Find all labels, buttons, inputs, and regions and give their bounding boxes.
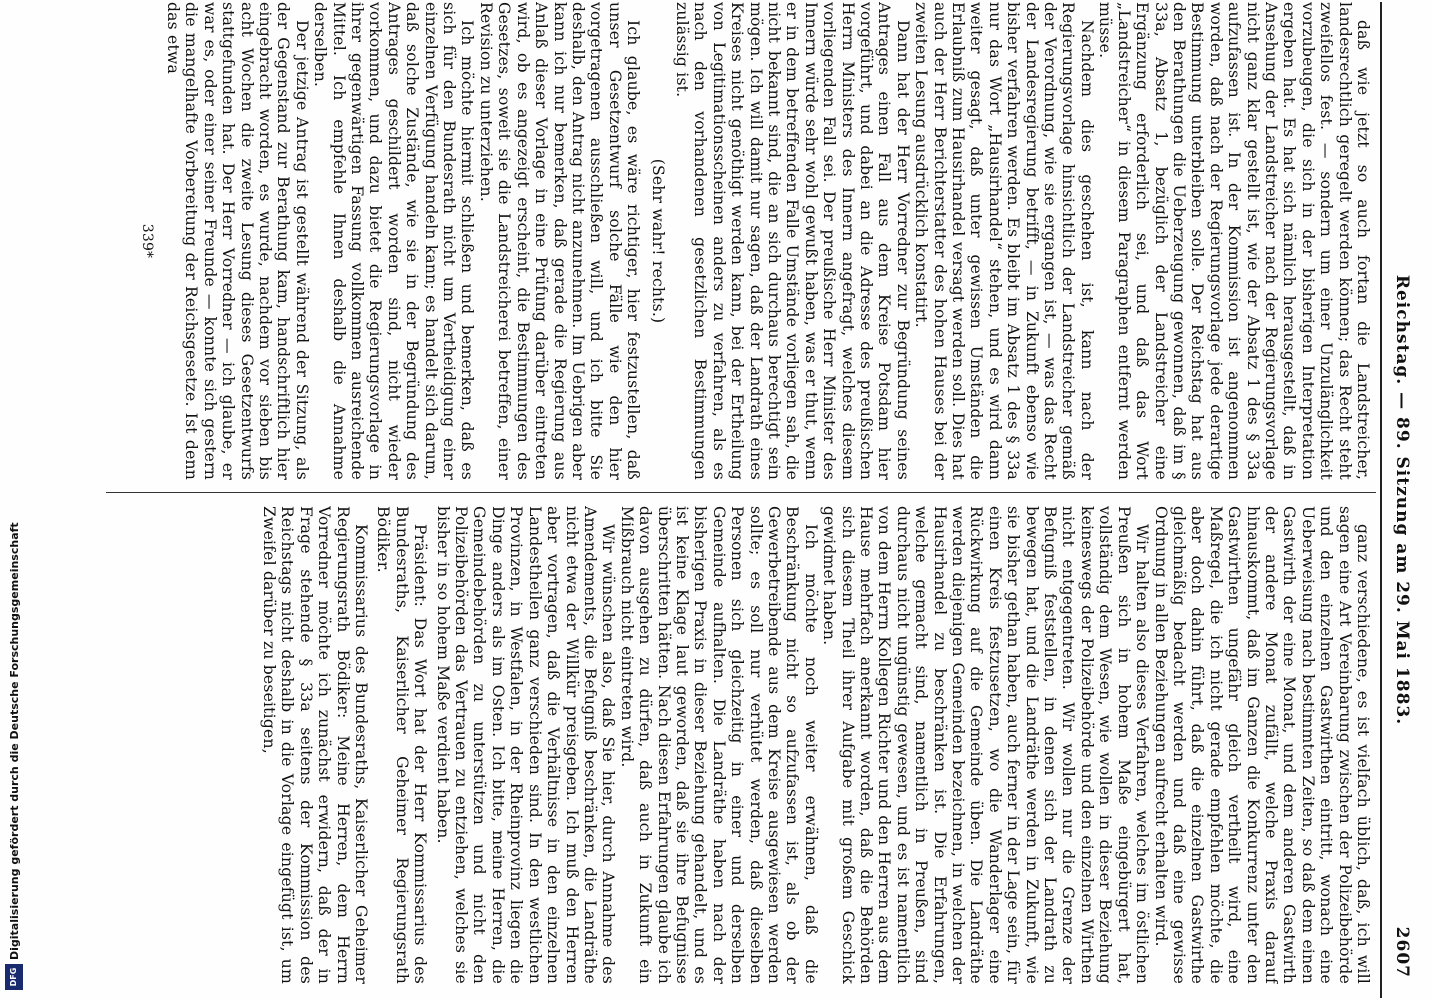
dfg-logo — [5, 964, 23, 990]
interjection: (Sehr wahr! rechts.) — [648, 158, 667, 324]
paragraph: Nachdem dies geschehen ist, kann nach der Regierungsvorlage hinsichtlich der Landstreicher gemäß der Verordnung, wie sie ergangen ist, — was das Recht der Landesregierung betrifft, — in Zukunft ebenso wie bisher verfahren werden. Es bleibt im Absatz 1 des § 33a nur das Wort „Hausirhandel“ stehen, und es wird dann weiter gesagt, daß unter gewissen Umständen die Erlaubniß zum Hausirhandel versagt werden soll. Dies hat auch der Herr Berichterstatter des hohen Hauses bei der zweiten Lesung ausdrücklich konstatirt. — [912, 2, 1096, 480]
header-rule — [1380, 2, 1382, 998]
paragraph: ganz verschiedene, es ist vielfach üblich, daß, ich will sagen eine Art Vereinbarung zwischen der Polizeibehörde und den einzelnen Gastwirthen eintritt, wonach eine Ueberweisung nach bestimmten Zeiten, so daß dem einen Gastwirth der eine Monat, und dem anderen Gastwirth der andere Monat zufällt, welche Praxis darauf hinauskommt, daß im Ganzen die Konkurrenz unter den Gastwirthen ungefähr gleich vertheilt wird, eine Maßregel, die ich nicht gerade empfehlen möchte, die aber doch dahin führt, daß die einzelnen Gastwirthe gleichmäßig bedacht werden und daß eine gewisse Ordnung in allen Beziehungen aufrecht erhalten wird. — [1151, 506, 1372, 984]
rotated-newspaper-page — [100, 2, 1420, 998]
right-text-column — [112, 506, 1372, 984]
page-header — [1380, 2, 1420, 998]
speaker-paragraph: Kommissarius des Bundesraths, Kaiserlicher Geheimer Regierungsrath Bödiker: Meine Herren, dem Herrn Vorredner möchte ich zunächst erwidern, daß der in Frage stehende § 33a seitens der Kommission des Reichstags nicht deshalb in die Vorlage eingefügt ist, um Zweifel darüber zu beseitigen, — [260, 506, 371, 984]
paragraph: daß wie jetzt so auch fortan die Landstreicher, landesrechtlich geregelt werden können; das Recht steht zweifellos fest. — sondern um einer Unzulänglichkeit vorzubeugen, die sich in der bisherigen Interpretation ergeben hat. Es hat sich nämlich herausgestellt, daß in Ansehung der Landstreicher nach der Regierungsvorlage nicht ganz klar gestellt ist, wie der Absatz 1 des § 33a aufzufassen ist. In der Kommission ist angenommen worden, daß nach der Regierungsvorlage jede derartige Bestimmung unterbleiben solle. Der Reichstag hat aus den Berathungen die Ueberzeugung gewonnen, daß im § 33a, Absatz 1, bezüglich der Landstreicher eine Ergänzung erforderlich sei, und daß das Wort „Landstreicher“ in diesem Paragraphen entfernt werden müsse. — [1096, 2, 1372, 480]
column-divider — [106, 492, 1376, 493]
paragraph: Wir wünschen also, daß Sie hier, durch Annahme des Amendements, die Befugniß beschränken, die Landräthe nicht etwa der Willkür preisgeben. Ich muß den Herren aber vortragen, daß die Verhältnisse in den einzelnen Landestheilen ganz verschieden sind. In den westlichen Provinzen, in Westfalen, in der Rheinprovinz liegen die Dinge anders als im Osten. Ich bitte, meine Herren, die Gemeindebehörden zu unterstützen und nicht den Polizeibehörden das Vertrauen zu entziehen, welches sie bisher in so hohem Maße verdient haben. — [433, 506, 618, 984]
paragraph: Wir halten also dieses Verfahren, welches im östlichen Preußen sich in hohem Maße eingebürgert hat, vollständig dem Wesen, wie wollen in dieser Beziehung keineswegs der Polizeibehörde und den einzelnen Wirthen nicht entgegentreten. Wir wollen nur die Grenze der Befugniß feststellen, in denen sich der Landrath zu bewegen hat, und die Landräthe werden in Zukunft, wie sie bisher gethan haben, auch ferner in der Lage sein, für einen Kreis festzusetzen, wo die Wanderlager eine Rückwirkung auf die Gemeinde üben. Die Landräthe werden diejenigen Gemeinden bezeichnen, in welchen der Hausirhandel zu beschränken ist. Die Erfahrungen, welche gemacht sind, namentlich in Preußen, sind durchaus nicht ungünstig gewesen, und es ist namentlich von dem Herrn Kollegen Richter und den Herren aus dem Hause mehrfach anerkannt worden, daß die Behörden sich diesem Theil ihrer Aufgabe mit großem Geschick gewidmet haben. — [820, 506, 1152, 984]
paragraph: Ich glaube, es wäre richtiger, hier festzustellen, daß unser Gesetzentwurf solche Fälle wie den hier vorgetragenen ausschließen will, und ich bitte Sie deshalb, den Antrag nicht anzunehmen. Im Uebrigen aber kann ich nur bemerken, daß gerade die Regierung aus Anlaß dieser Vorlage in eine Prüfung darüber eintreten wird, ob es angezeigt erscheint, die Bestimmungen des Gesetzes, soweit sie die Landstreicherei betreffen, einer Revision zu unterziehen. — [476, 2, 643, 480]
signature-mark: 339* — [138, 223, 155, 259]
speaker-paragraph: Präsident: Das Wort hat der Herr Kommissarius des Bundesraths, Kaiserlicher Geheimer Regierungsrath Bödiker. — [374, 506, 430, 984]
watermark-text: Digitalisierung gefördert durch die Deutsche Forschungsgemeinschaft — [8, 522, 21, 960]
paragraph: Ich möchte noch weiter erwähnen, daß die Beschränkung nicht so aufzufassen ist, als ob der Gewerbetreibende aus dem Kreise ausgewiesen werden sollte; es soll nur verhütet werden, daß dieselben Personen sich gleichzeitig in einer und derselben Gemeinde aufhalten. Die Landräthe haben nach der bisherigen Praxis in dieser Beziehung gehandelt, und es ist keine Klage laut geworden, daß sie ihre Befugnisse überschritten hätten. Nach diesen Erfahrungen glaube ich davon ausgehen zu dürfen, daß auch in Zukunft ein Mißbrauch nicht eintreten wird. — [617, 506, 820, 984]
dfg-logo-text: DFG — [9, 967, 18, 987]
paragraph: Ich möchte hiermit schließen und bemerken, daß es sich für den Bundesrath nicht um Vertheidigung einer einzelnen Verfügung handeln kann; es handelt sich darum, daß solche Zustände, wie sie in der Begründung des Antrages geschildert worden sind, nicht wieder vorkommen, und dazu bietet die Regierungsvorlage in ihrer gegenwärtigen Fassung vollkommen ausreichende Mittel. Ich empfehle Ihnen deshalb die Annahme derselben. — [311, 2, 477, 480]
paragraph: Der jetzige Antrag ist gestellt während der Sitzung, als der Gegenstand zur Berathung kam, handschriftlich hier eingebracht worden, es wurde, nachdem vor sieben bis acht Wochen die zweite Lesung dieses Gesetzentwurfs stattgefunden hat. Der Herr Vorredner — ich glaube, er war es, oder einer seiner Freunde — konnte sich gestern die mangelhafte Vorbereitung der Reichsgesetze. Ist denn das etwa — [164, 2, 311, 480]
paragraph: Dann hat der Herr Vorredner zur Begründung seines Antrages einen Fall aus dem Kreise Potsdam hier vorgeführt, und dabei an die Adresse des preußischen Herrn Ministers des Innern angefragt, welches diesem vorliegenden Fall sei. Der preußische Herr Minister des Innern würde sehr wohl gewußt haben, was er thut, wenn er in dem betreffenden Falle Umstände vorliegen sah, die nicht bekannt sind, die an sich durchaus berechtigt sein mögen. Ich will damit nur sagen, daß der Landrath eines Kreises nicht genöthigt werden kann, bei der Ertheilung von Legitimationsscheinen anders zu verfahren, als es nach den vorhandenen gesetzlichen Bestimmungen zulässig ist. — [672, 2, 912, 480]
dfg-watermark — [2, 522, 24, 990]
page-number: 2607 — [1392, 926, 1412, 978]
left-text-column — [112, 2, 1372, 480]
running-title: Reichstag. — 89. Sitzung am 29. Mai 1883. — [1392, 274, 1412, 726]
